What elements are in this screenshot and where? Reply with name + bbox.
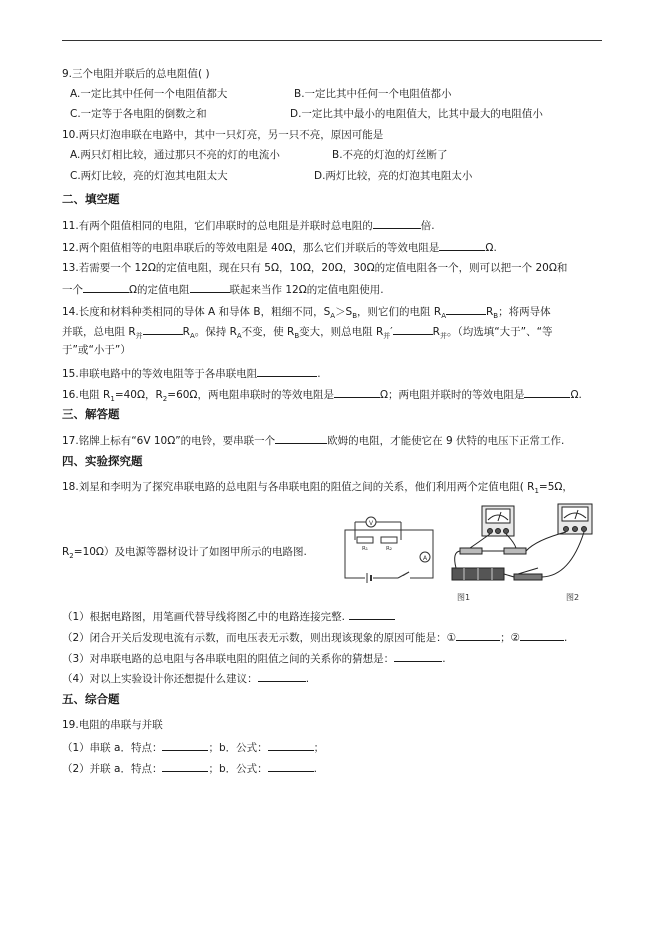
circuit-diagram-figure (343, 512, 437, 584)
q9-stem: 9.三个电阻并联后的总电阻值( ) (62, 68, 210, 80)
section-answer: 三、解答题 (62, 407, 120, 421)
figure-1-caption: 图1 (457, 593, 471, 602)
resistor-r1-symbol (357, 537, 373, 543)
q19-r1-blank-2[interactable] (268, 740, 314, 751)
q10-option-c: C.两灯比较，亮的灯泡其电阻太大 (70, 170, 228, 182)
switch-arm (518, 568, 538, 574)
q16-blank-2[interactable] (524, 387, 570, 398)
q9-option-c: C.一定等于各电阻的倒数之和 (70, 108, 207, 120)
q9-option-b: B.一定比其中任何一个电阻值都小 (294, 88, 452, 100)
q13-blank-1[interactable] (83, 282, 129, 293)
q18-p2-num1: ① (446, 632, 457, 644)
q18-p4-end: . (305, 673, 310, 685)
q18-t2: =5Ω， (538, 481, 573, 493)
q13-line2 (62, 282, 384, 297)
q18-part4 (62, 671, 309, 686)
q12-blank[interactable] (439, 240, 485, 251)
q14-t4: ；将两导体 (498, 306, 551, 318)
figure-2-caption: 图2 (566, 593, 580, 602)
q16-post: Ω. (570, 389, 582, 401)
q16 (62, 387, 582, 406)
q19-r2-text-c: . (313, 763, 317, 775)
q19-stem: 19.电阻的串联与并联 (62, 719, 163, 731)
q15-text: 15.串联电路中的等效电阻等于各串联电阻 (62, 368, 258, 380)
q11-post: 倍. (420, 220, 435, 232)
q10-option-d: D.两灯比较，亮的灯泡其电阻太小 (314, 170, 473, 182)
q14-t6: R (182, 326, 190, 338)
wire-meter-r1 (470, 534, 490, 548)
q14-sub-b: B (352, 312, 358, 321)
meter-left-terminal-2 (496, 529, 501, 534)
q14-sub-bing-3: 并 (439, 332, 447, 341)
meter-right-terminal-3 (582, 527, 587, 532)
q18-sub2: 2 (69, 552, 74, 561)
wire-switch-meter (542, 532, 584, 577)
q18-p1-blank[interactable] (349, 609, 395, 620)
q18-p2-end: . (564, 632, 568, 644)
section-experiment: 四、实验探究题 (62, 454, 143, 468)
meter-left-terminal-3 (504, 529, 509, 534)
q14-t10: R (432, 326, 440, 338)
q16-t3: =60Ω，两电阻串联时的等效电阻是 (167, 389, 334, 401)
r2-label: R₂ (385, 546, 393, 552)
q18-p2-text: （2）闭合开关后发现电流有示数，而电压表无示数，则出现该现象的原因可能是： (62, 632, 447, 644)
q9-option-a: A.一定比其中任何一个电阻值都大 (70, 88, 228, 100)
q19-r2-text-a: （2）并联 a．特点： (62, 763, 163, 775)
q14-line2 (62, 324, 553, 343)
q18-part1 (62, 609, 395, 624)
q13-blank-2[interactable] (190, 282, 230, 293)
q14-prime: ′ (390, 326, 393, 338)
q18-p2-blank-1[interactable] (456, 630, 500, 641)
q14-t1: 14.长度和材料种类相同的导体 A 和导体 B，粗细不同，S (62, 306, 331, 318)
q18-part2 (62, 630, 567, 645)
resistor-r2-symbol (381, 537, 397, 543)
q18-line2 (62, 546, 307, 563)
q15 (62, 366, 321, 381)
meter-right-terminal-1 (564, 527, 569, 532)
q19-r1-text-b: ；b．公式： (208, 742, 268, 754)
resistor-r1-apparatus (460, 548, 482, 554)
resistor-r2-apparatus (504, 548, 526, 554)
q16-sub1: 1 (110, 395, 115, 404)
q14-sub-rb: B (493, 312, 499, 321)
q14-sub-bing-1: 并 (135, 332, 143, 341)
q14-t7: 。保持 R (194, 326, 237, 338)
q19-r1-blank-1[interactable] (162, 740, 208, 751)
q16-t1: 16.电阻 R (62, 389, 111, 401)
wire-battery-r1 (455, 551, 460, 568)
q12 (62, 240, 497, 255)
q19-r2-blank-2[interactable] (268, 761, 314, 772)
q19-r1-text-a: （1）串联 a．特点： (62, 742, 163, 754)
q16-t4: Ω；两电阻并联时的等效电阻是 (379, 389, 525, 401)
q19-r2-text-b: ；b．公式： (208, 763, 268, 775)
q10-option-b: B.不亮的灯泡的灯丝断了 (332, 149, 448, 161)
q18-p2-sep: ； (500, 632, 511, 644)
q15-blank[interactable] (257, 366, 317, 377)
q17 (62, 433, 564, 448)
q19-r1-text-c: ； (313, 742, 325, 754)
q19-r2-blank-1[interactable] (162, 761, 208, 772)
q13-line1: 13.若需要一个 12Ω的定值电阻，现在只有 5Ω，10Ω，20Ω，30Ω的定值电阻各一个，则可以把一个 20Ω和 (62, 262, 568, 274)
q18-part3 (62, 651, 446, 666)
q16-blank-1[interactable] (334, 387, 380, 398)
q12-text: 12.两个阻值相等的电阻串联后的等效电阻是 40Ω，那么它们并联后的等效电阻是 (62, 242, 440, 254)
q19-row1 (62, 740, 324, 755)
q18-p2-blank-2[interactable] (520, 630, 564, 641)
q18-p3-text: （3）对串联电路的总电阻与各串联电阻的阻值之间的关系你的猜想是： (62, 653, 395, 665)
q15-post: . (317, 368, 321, 380)
q18-t4: =10Ω）及电源等器材设计了如图甲所示的电路图. (73, 546, 307, 558)
voltmeter-label: V (368, 520, 374, 527)
q11-text: 11.有两个阻值相同的电阻，它们串联时的总电阻是并联时总电阻的 (62, 220, 373, 232)
q16-sub2: 2 (162, 395, 168, 404)
q11-blank[interactable] (373, 218, 421, 229)
q18-sub1: 1 (534, 487, 539, 496)
q18-t1: 18.刘星和李明为了探究串联电路的总电阻与各串联电阻的阻值之间的关系，他们利用两个定值电阻( R (62, 481, 535, 493)
q14-sub-ra-2: A (189, 332, 195, 341)
q17-post: 欧姆的电阻，才能使它在 9 伏特的电压下正常工作. (327, 435, 565, 447)
meter-right-terminal-2 (573, 527, 578, 532)
q14-t2: ，则它们的电阻 R (357, 306, 442, 318)
q14-t9: 变大，则总电阻 R (299, 326, 384, 338)
q14-gt: ＞S (335, 306, 353, 318)
q14-sub-a: A (330, 312, 336, 321)
q14-sub-ra-3: A (236, 332, 242, 341)
q19-row2 (62, 761, 317, 776)
q9-option-d: D.一定比其中最小的电阻值大，比其中最大的电阻值小 (290, 108, 543, 120)
section-comprehensive: 五、综合题 (62, 692, 120, 706)
q14-t11: 。（均选填“大于”、“等 (446, 326, 553, 338)
header-rule (62, 40, 602, 41)
q18-t3: R (62, 546, 70, 558)
q14-sub-ra: A (441, 312, 446, 321)
wire-battery-switch (504, 574, 514, 577)
q13-text-c: 联起来当作 12Ω的定值电阻使用. (229, 284, 384, 296)
q17-text: 17.铭牌上标有“6V 10Ω”的电铃，要串联一个 (62, 435, 276, 447)
q17-blank[interactable] (275, 433, 327, 444)
ammeter-label: A (422, 555, 428, 562)
switch-base (514, 574, 542, 580)
q13-text-a: 一个 (62, 284, 83, 296)
q14-blank-2[interactable] (143, 324, 183, 335)
q18-p3-blank[interactable] (394, 651, 442, 662)
section-fill-in: 二、填空题 (62, 192, 120, 206)
q14-blank-1[interactable] (446, 304, 486, 315)
q14-sub-rb-2: B (294, 332, 300, 341)
q10-stem: 10.两只灯泡串联在电路中，其中一只灯亮，另一只不亮，原因可能是 (62, 129, 384, 141)
q14-t8: 不变，使 R (241, 326, 295, 338)
q18-p3-end: . (442, 653, 446, 665)
q13-text-b: Ω的定值电阻 (129, 284, 190, 296)
q18-line1 (62, 481, 573, 498)
q12-post: Ω. (485, 242, 497, 254)
apparatus-figure (446, 500, 603, 595)
q14-t5: 并联，总电阻 R (62, 326, 136, 338)
q16-t2: =40Ω，R (114, 389, 163, 401)
q11 (62, 218, 435, 233)
q14-line1 (62, 304, 551, 323)
q18-p1-text: （1）根据电路图，用笔画代替导线将图乙中的电路连接完整. (62, 611, 346, 623)
wire-r2-meter (526, 532, 566, 551)
q14-line3: 于”或“小于”） (62, 344, 131, 356)
q18-p4-blank[interactable] (258, 671, 306, 682)
q14-sub-bing-2: 并 (383, 332, 391, 341)
q14-t3: R (485, 306, 494, 318)
q18-p2-num2: ② (510, 632, 521, 644)
meter-left-terminal-1 (488, 529, 493, 534)
q14-blank-3[interactable] (393, 324, 433, 335)
q10-option-a: A.两只灯相比较，通过那只不亮的灯的电流小 (70, 149, 280, 161)
r1-label: R₁ (361, 546, 369, 552)
q18-p4-text: （4）对以上实验设计你还想提什么建议： (62, 673, 258, 685)
